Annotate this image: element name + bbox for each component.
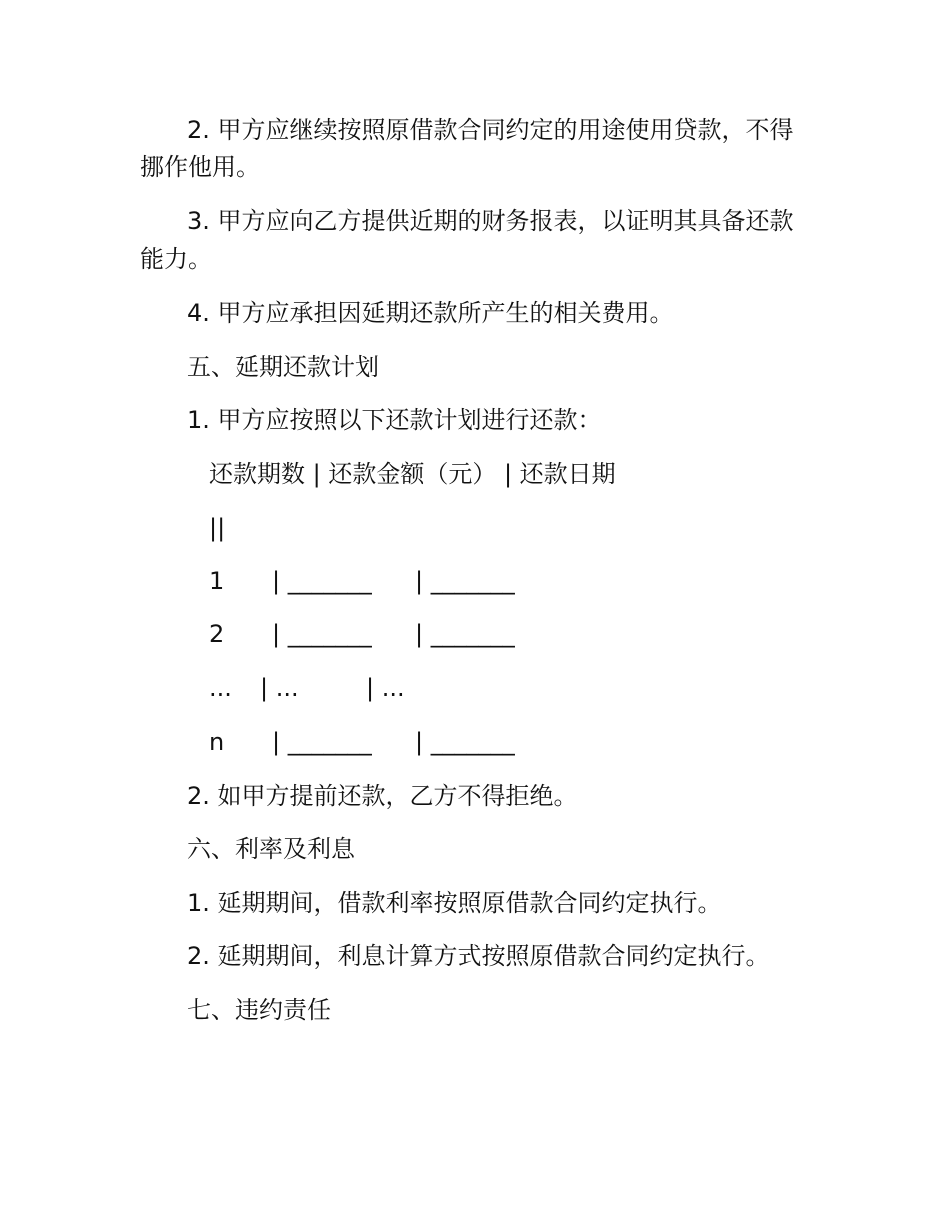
row-period: 2 bbox=[209, 620, 225, 648]
section-seven-heading: 七、违约责任 bbox=[187, 996, 331, 1024]
row-amount: | ... bbox=[260, 674, 299, 702]
section-five-item-1: 1. 甲方应按照以下还款计划进行还款： bbox=[187, 406, 602, 434]
repayment-table-header: 还款期数 | 还款金额（元） | 还款日期 bbox=[209, 460, 616, 488]
repayment-table-separator: || bbox=[209, 514, 226, 542]
section-five-item-2: 2. 如甲方提前还款，乙方不得拒绝。 bbox=[187, 782, 578, 810]
row-amount: | _______ bbox=[272, 728, 372, 756]
row-amount: | _______ bbox=[272, 620, 372, 648]
row-date: | _______ bbox=[415, 620, 515, 648]
row-period: n bbox=[209, 728, 225, 756]
paragraph-2-line-1: 2. 甲方应继续按照原借款合同约定的用途使用贷款，不得 bbox=[187, 116, 794, 144]
section-six-heading: 六、利率及利息 bbox=[187, 835, 355, 863]
paragraph-3-line-1: 3. 甲方应向乙方提供近期的财务报表，以证明其具备还款 bbox=[187, 207, 794, 235]
row-date: | ... bbox=[366, 674, 405, 702]
section-six-item-2: 2. 延期期间，利息计算方式按照原借款合同约定执行。 bbox=[187, 942, 770, 970]
row-date: | _______ bbox=[415, 728, 515, 756]
section-six-item-1: 1. 延期期间，借款利率按照原借款合同约定执行。 bbox=[187, 889, 722, 917]
row-period: 1 bbox=[209, 567, 225, 595]
paragraph-2-line-2: 挪作他用。 bbox=[140, 153, 260, 181]
row-period: ... bbox=[209, 674, 232, 702]
row-amount: | _______ bbox=[272, 567, 372, 595]
paragraph-3-line-2: 能力。 bbox=[140, 245, 212, 273]
section-five-heading: 五、延期还款计划 bbox=[187, 353, 379, 381]
row-date: | _______ bbox=[415, 567, 515, 595]
paragraph-4: 4. 甲方应承担因延期还款所产生的相关费用。 bbox=[187, 299, 674, 327]
